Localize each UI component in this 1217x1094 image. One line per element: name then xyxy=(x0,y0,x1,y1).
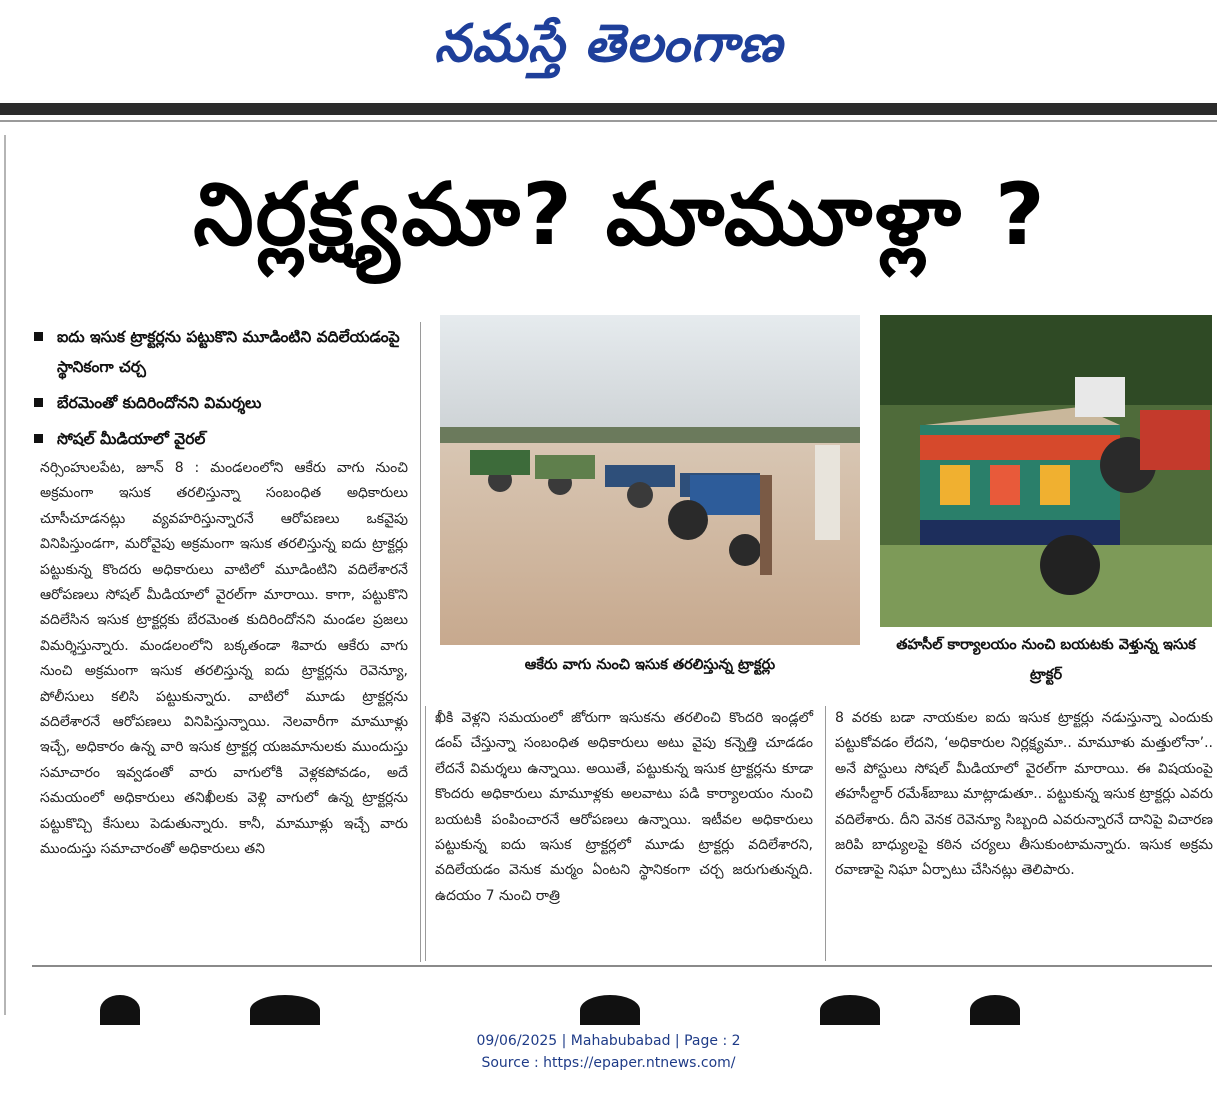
article-column-3: 8 వరకు బడా నాయకుల ఐదు ఇసుక ట్రాక్టర్లు నడుస్తున్నా ఎందుకు పట్టుకోవడం లేదని, ‘అధికారుల నిర్లక్ష్యమా.. మామూళు మత్తులోనా’.. అనే పోస్టులు సోషల్ మీడియాలో వైరల్‌గా మారాయి. ఈ విషయంపై తహసీల్దార్ రమేశ్‌బాబు మాట్లాడుతూ.. పట్టుకున్న ఇసుక ట్రాక్టర్లు ఎవరు వదిలేశారు. దీని వెనక రెవెన్యూ సిబ్బంది ఎవరున్నారనే దానిపై విచారణ జరిపి బాధ్యులపై కఠిన చర్యలు తీసుకుంటామన్నారు. ఇసుక అక్రమ రవాణాపై నిఘా ఏర్పాటు చేసినట్లు తెలిపారు. xyxy=(835,710,1213,879)
bullet-text: సోషల్ మీడియాలో వైరల్ xyxy=(57,430,206,448)
bullet-item xyxy=(30,388,420,418)
photo-tractors-riverbed xyxy=(440,315,860,645)
photo2-caption: తహసీల్ కార్యాలయం నుంచి బయటకు వెళ్తున్న ఇసుక ట్రాక్టర్ xyxy=(896,637,1196,683)
footer-source-link[interactable]: Source : https://epaper.ntnews.com/ xyxy=(481,1055,736,1071)
next-article-teaser-glyph xyxy=(970,995,1020,1025)
bullet-square-icon xyxy=(34,332,43,341)
masthead xyxy=(0,0,1217,100)
masthead-logo: నమస్తే తెలంగాణ xyxy=(434,13,783,74)
article-column-1: నర్సింహులపేట, జూన్ 8 : మండలంలోని ఆకేరు వాగు నుంచి అక్రమంగా ఇసుక తరలిస్తున్నా సంబంధిత అధికారులు చూసీచూడనట్లు వ్యవహరిస్తున్నారనే ఆరోపణలు ఒకవైపు వినిపిస్తుండగా, మరోవైపు అక్రమంగా ఇసుక తరలిస్తున్న ఐదు ట్రాక్టర్లు పట్టుకున్న కొందరు అధికారులు వాటిలో మూడింటిని వదిలేశారనే ఆరోపణలు సోషల్ మీడియాలో వైరల్‌గా మారాయి. కాగా, పట్టుకొని వదిలేసిన ఇసుక ట్రాక్టర్లకు బేరమెంత కుదిరిందోనని మండల ప్రజలు విమర్శిస్తున్నారు. మండలంలోని బక్కతండా శివారు ఆకేరు వాగు నుంచి అక్రమంగా ఇసుక తరలిస్తున్న ఐదు ట్రాక్టర్లను రెవెన్యూ, పోలీసులు కలిసి పట్టుకున్నారు. వాటిలో మూడు ట్రాక్టర్లను వదిలేశారనే ఆరోపణలు వినిపిస్తున్నాయి. నెలవారీగా మామూళ్లు ఇచ్చే, అధికారం ఉన్న వారి ఇసుక ట్రాక్టర్ల యజమానులకు ముందుస్తు సమాచారం ఇవ్వడంతో వారు వాగులోకి వెళ్లకపోవడం, అదే సమయంలో అధికారులు తనిఖీలకు వెళ్లి వాగులో ఉన్న ట్రాక్టర్లను పట్టుకొచ్చి కేసులు పెడుతున్నారు. కానీ, మామూళ్లు ఇచ్చే వారు ముందుస్తు సమాచారంతో అధికారులు తని xyxy=(40,460,408,858)
next-article-teaser-glyph xyxy=(100,995,140,1025)
next-article-teaser-glyph xyxy=(580,995,640,1025)
article-headline: నిర్లక్ష్యమా? మామూళ్లా ? xyxy=(193,164,1047,265)
bullet-square-icon xyxy=(34,398,43,407)
source-footer xyxy=(0,1030,1217,1074)
next-article-teaser-glyph xyxy=(250,995,320,1025)
photo-sand-trailer xyxy=(880,315,1212,627)
masthead-rule-thin xyxy=(0,120,1217,122)
article-bottom-rule xyxy=(32,965,1212,967)
column-divider xyxy=(420,322,421,962)
bullet-item xyxy=(30,424,420,454)
bullet-text: ఐదు ఇసుక ట్రాక్టర్లను పట్టుకొని మూడింటిని వదిలేయడంపై స్థానికంగా చర్చ xyxy=(57,328,400,376)
next-article-teaser-glyph xyxy=(820,995,880,1025)
column-divider xyxy=(425,706,426,961)
highlight-bullets xyxy=(30,322,420,460)
article-column-2: ఖీకి వెళ్లని సమయంలో జోరుగా ఇసుకను తరలించి కొందరి ఇండ్లలో డంప్ చేస్తున్నా సంబంధిత అధికారులు అటు వైపు కన్నెత్తి చూడడం లేదనే విమర్శలు ఉన్నాయి. అయితే, పట్టుకున్న ఇసుక ట్రాక్టర్లను కూడా కొందరు అధికారులు మామూళ్లకు అలవాటు పడి కార్యాలయం నుంచి బయటకి పంపించారనే ఆరోపణలు ఉన్నాయి. ఇటీవల అధికారులు పట్టుకున్న ఐదు ఇసుక ట్రాక్టర్లలో మూడు ట్రాక్టర్లు వదిలేశారని, వదిలేయడం వెనుక మర్మం ఏంటని స్థానికంగా చర్చ జరుగుతున్నది. ఉదయం 7 నుంచి రాత్రి xyxy=(435,710,813,904)
bullet-item xyxy=(30,322,420,382)
column-divider xyxy=(825,706,826,961)
bullet-text: బేరమెంతో కుదిరిందోనని విమర్శలు xyxy=(57,394,262,412)
photo1-caption: ఆకేరు వాగు నుంచి ఇసుక తరలిస్తున్న ట్రాక్టర్లు xyxy=(524,657,776,673)
bullet-square-icon xyxy=(34,434,43,443)
masthead-rule-thick xyxy=(0,103,1217,115)
footer-date-edition: 09/06/2025 | Mahabubabad | Page : 2 xyxy=(476,1033,741,1049)
